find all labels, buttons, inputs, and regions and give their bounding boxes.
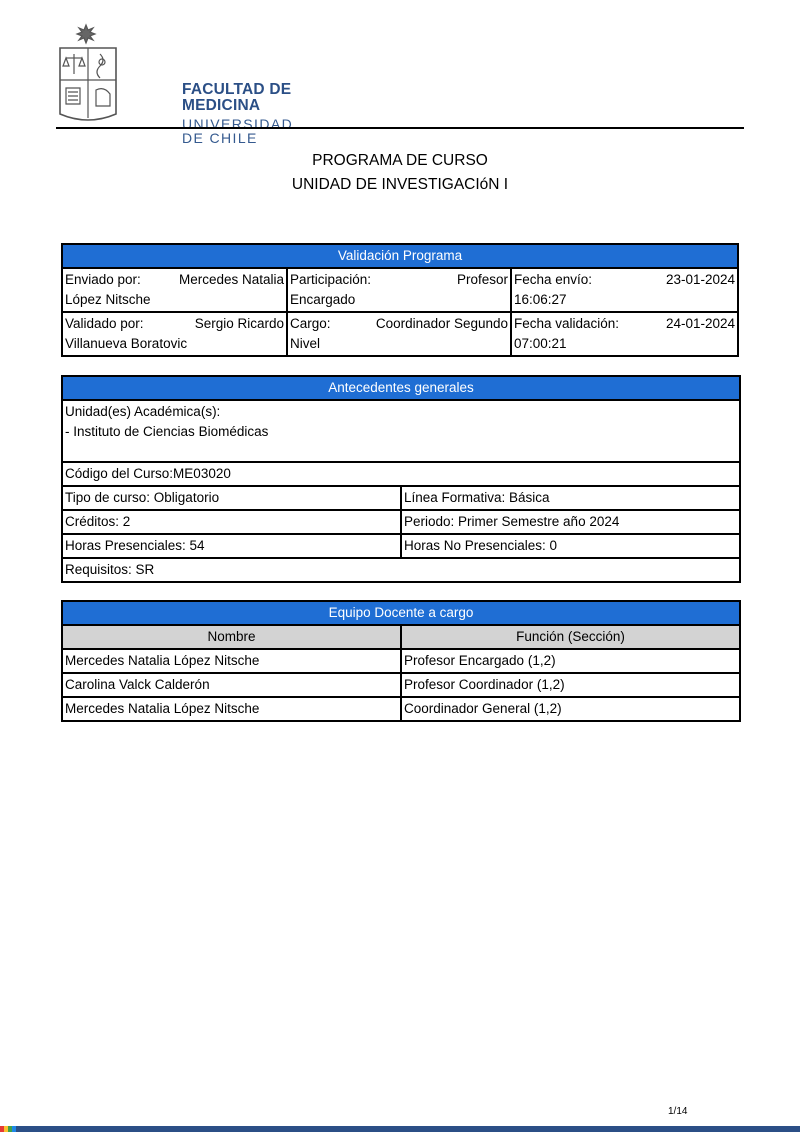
teacher-function: Profesor Coordinador (1,2) [401,673,740,697]
teacher-function: Profesor Encargado (1,2) [401,649,740,673]
participation-label: Participación: [290,272,372,287]
in-person-hours: Horas Presenciales: 54 [62,534,401,558]
general-info-table [61,375,741,583]
academic-units-label: Unidad(es) Académica(s): [65,404,221,419]
university-crest-icon [56,18,122,124]
teaching-team-table [61,600,741,722]
table-row [62,673,740,697]
page-number: 1/14 [668,1106,688,1117]
academic-units-value: - Instituto de Ciencias Biomédicas [65,424,269,439]
logo-text [182,82,296,145]
participation-value-2: Encargado [290,292,356,307]
validated-by-name-1: Sergio Ricardo [194,316,284,331]
validation-table [61,243,739,357]
academic-units-cell [62,400,740,462]
footer-color-bar [0,1126,800,1132]
validation-date-cell [511,312,738,356]
teaching-team-header: Equipo Docente a cargo [62,601,740,625]
remote-hours: Horas No Presenciales: 0 [401,534,740,558]
role-value-1: Coordinador Segundo [375,316,508,331]
teacher-name: Carolina Valck Calderón [62,673,401,697]
training-line: Línea Formativa: Básica [401,486,740,510]
sent-by-name-1: Mercedes Natalia [178,272,284,287]
course-code: Código del Curso:ME03020 [62,462,740,486]
role-value-2: Nivel [290,336,321,351]
table-row [62,649,740,673]
sent-date-value: 23-01-2024 [665,272,736,287]
general-info-header: Antecedentes generales [62,376,740,400]
validated-by-name-2: Villanueva Boratovic [65,336,188,351]
validated-by-label: Validado por: [65,316,144,331]
validation-date-label: Fecha validación: [514,316,620,331]
requirements: Requisitos: SR [62,558,740,582]
course-title: UNIDAD DE INVESTIGACIóN I [291,176,509,193]
validation-date-value: 24-01-2024 [665,316,736,331]
logo-line-1: FACULTAD DE MEDICINA [182,81,292,114]
sent-by-name-2: López Nitsche [65,292,151,307]
validation-time-value: 07:00:21 [514,336,567,351]
participation-value-1: Profesor [456,272,508,287]
header-divider [56,127,744,129]
teacher-name: Mercedes Natalia López Nitsche [62,649,401,673]
table-row [62,697,740,721]
faculty-logo [56,18,296,146]
sent-date-cell [511,268,738,312]
validated-by-cell [62,312,287,356]
role-label: Cargo: [290,316,331,331]
teacher-function: Coordinador General (1,2) [401,697,740,721]
column-header-name: Nombre [62,625,401,649]
course-type: Tipo de curso: Obligatorio [62,486,401,510]
sent-time-value: 16:06:27 [514,292,567,307]
column-header-function: Función (Sección) [401,625,740,649]
sent-by-cell [62,268,287,312]
role-cell [287,312,511,356]
participation-cell [287,268,511,312]
logo-line-2: UNIVERSIDAD DE CHILE [182,116,294,146]
document-title: PROGRAMA DE CURSO [312,152,488,169]
period: Periodo: Primer Semestre año 2024 [401,510,740,534]
validation-header: Validación Programa [62,244,738,268]
credits: Créditos: 2 [62,510,401,534]
sent-date-label: Fecha envío: [514,272,593,287]
sent-by-label: Enviado por: [65,272,141,287]
teacher-name: Mercedes Natalia López Nitsche [62,697,401,721]
